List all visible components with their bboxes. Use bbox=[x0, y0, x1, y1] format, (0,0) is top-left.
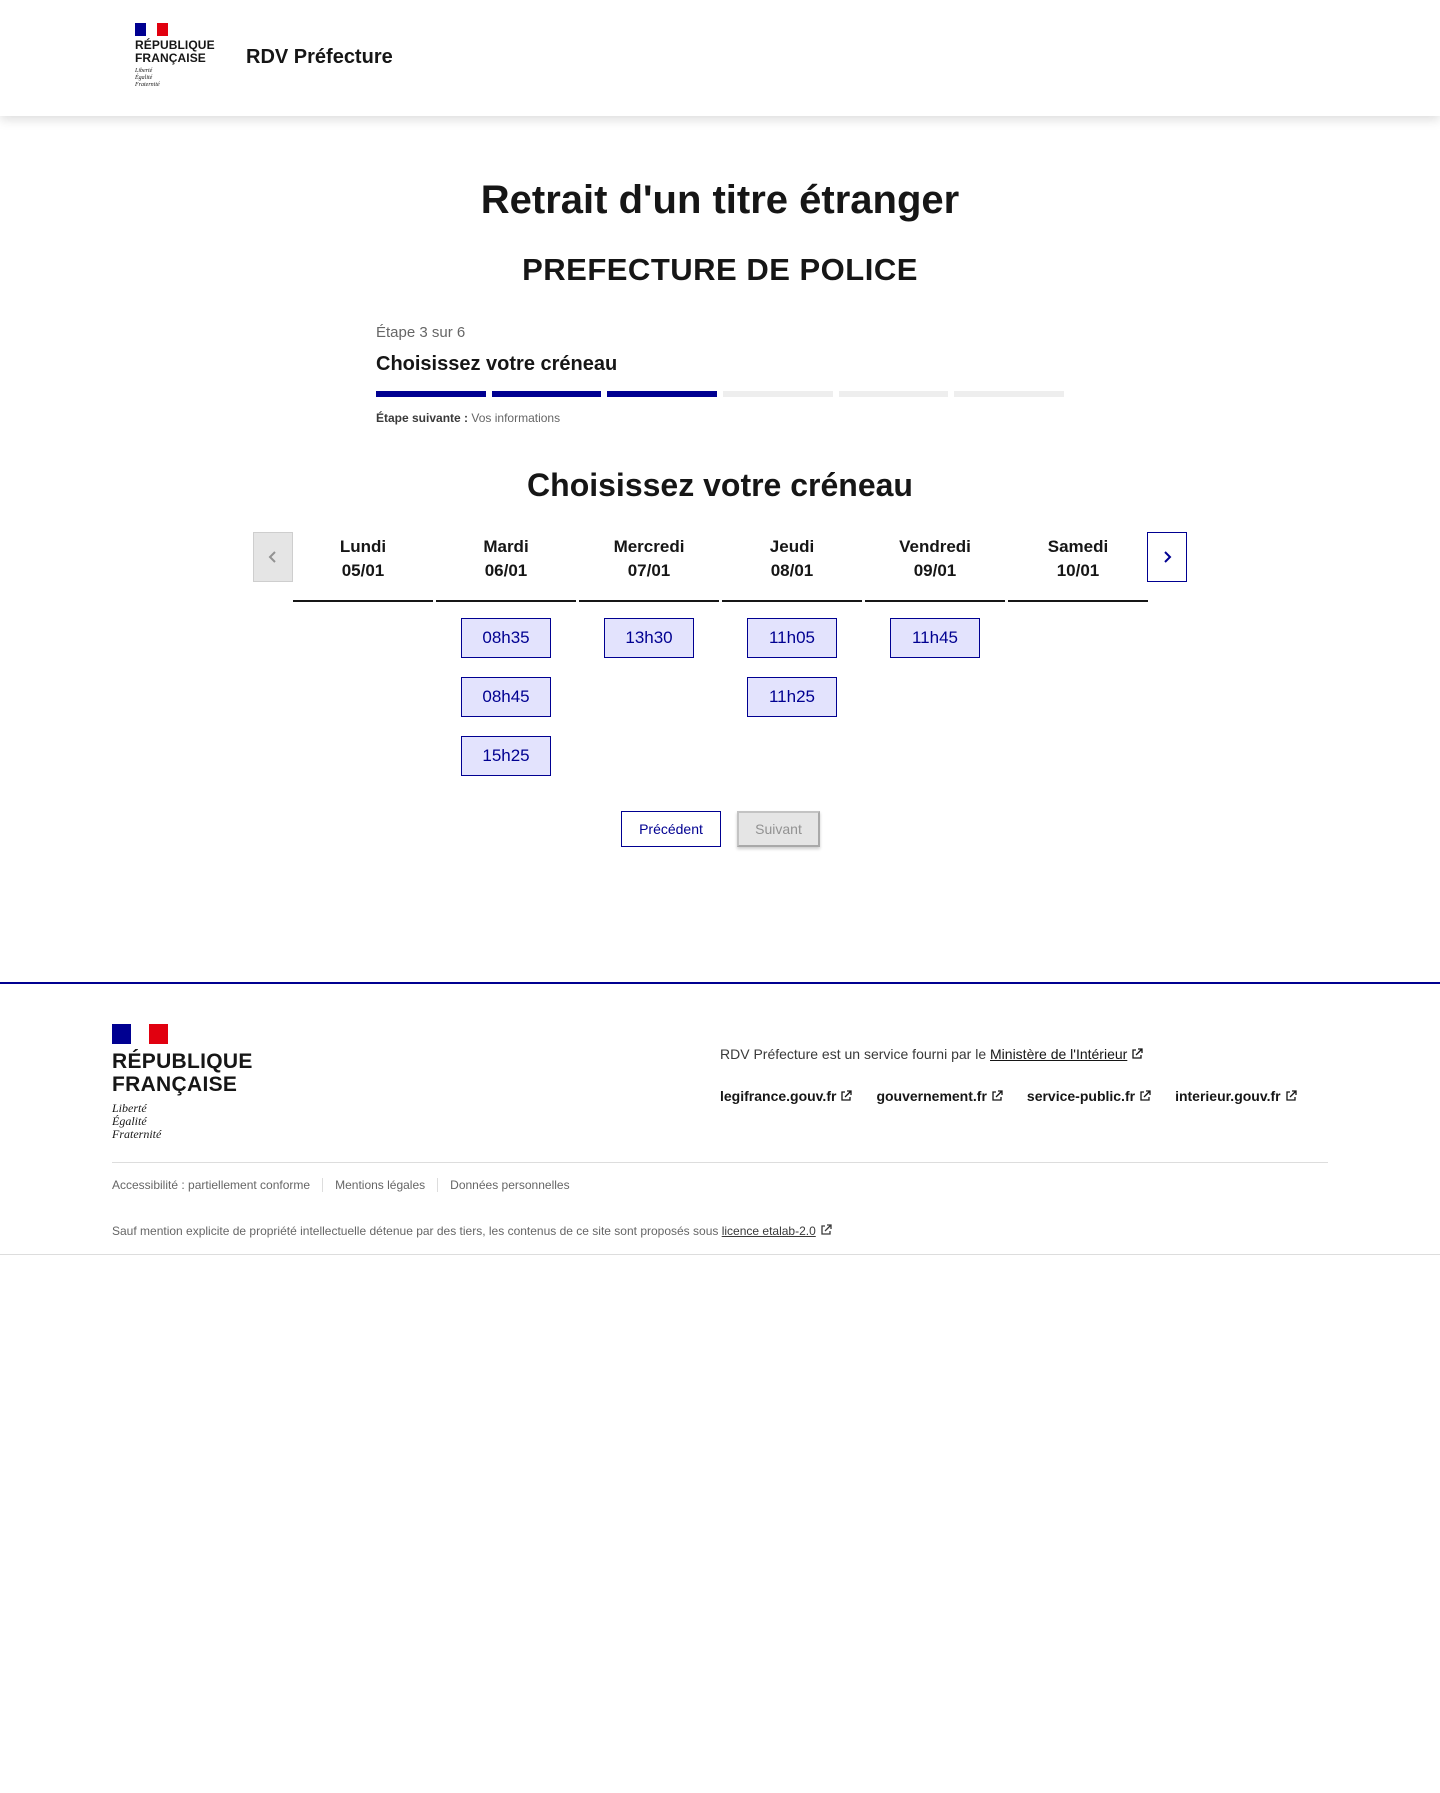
stepper-next-value: Vos informations bbox=[471, 411, 561, 425]
stepper-segment bbox=[376, 391, 486, 397]
footer-link[interactable] bbox=[720, 1088, 852, 1104]
day-date: 05/01 bbox=[341, 561, 385, 580]
external-link-icon bbox=[991, 1090, 1003, 1102]
footer-republique-francaise-logo[interactable] bbox=[112, 1024, 253, 1141]
day-date: 08/01 bbox=[770, 561, 814, 580]
marianne-flag-icon bbox=[112, 1024, 168, 1044]
day-name: Mercredi bbox=[613, 537, 685, 556]
footer-description bbox=[720, 1046, 1143, 1062]
day-column bbox=[579, 532, 719, 776]
stepper-count: Étape 3 sur 6 bbox=[376, 324, 466, 341]
stepper-segment bbox=[492, 391, 602, 397]
stepper-title: Choisissez votre créneau bbox=[376, 353, 618, 375]
external-link-icon bbox=[1139, 1090, 1151, 1102]
day-name: Samedi bbox=[1047, 537, 1109, 556]
day-name: Vendredi bbox=[899, 537, 971, 556]
motto-liberte: Liberté bbox=[135, 68, 153, 74]
chevron-right-icon bbox=[1159, 549, 1175, 565]
day-column bbox=[436, 532, 576, 776]
footer-logo-text bbox=[112, 1050, 253, 1096]
stepper-next bbox=[376, 411, 560, 425]
day-header bbox=[579, 532, 719, 602]
slots-title: Choisissez votre créneau bbox=[527, 467, 913, 503]
slot-list bbox=[461, 618, 551, 776]
stepper-segment bbox=[839, 391, 949, 397]
day-name: Mardi bbox=[483, 537, 529, 556]
time-slot-button[interactable]: 08h45 bbox=[461, 677, 551, 717]
page-title: Retrait d'un titre étranger bbox=[480, 178, 960, 222]
day-date: 06/01 bbox=[484, 561, 528, 580]
footer-links bbox=[720, 1088, 1297, 1104]
footer-link[interactable] bbox=[1027, 1088, 1151, 1104]
footer-logo-line-1: RÉPUBLIQUE bbox=[112, 1050, 253, 1073]
next-days-button[interactable] bbox=[1147, 532, 1187, 582]
stepper-segment bbox=[954, 391, 1064, 397]
site-footer bbox=[0, 982, 1440, 1255]
day-header bbox=[293, 532, 433, 602]
time-slot-button[interactable]: 13h30 bbox=[604, 618, 694, 658]
slot-list bbox=[747, 618, 837, 717]
external-link-icon bbox=[1131, 1048, 1143, 1060]
footer-logo-motto bbox=[112, 1102, 253, 1141]
day-name: Lundi bbox=[339, 537, 387, 556]
external-link-icon bbox=[820, 1224, 832, 1236]
chevron-left-icon bbox=[265, 549, 281, 565]
day-date: 07/01 bbox=[627, 561, 671, 580]
motto-egalite: Égalité bbox=[135, 75, 153, 81]
footer-link-label: service-public.fr bbox=[1026, 1088, 1136, 1104]
time-slot-button[interactable]: 15h25 bbox=[461, 736, 551, 776]
footer-link-label: legifrance.gouv.fr bbox=[720, 1088, 837, 1104]
day-column bbox=[293, 532, 433, 776]
stepper-segment bbox=[723, 391, 833, 397]
day-column bbox=[722, 532, 862, 776]
footer-bottom-link[interactable]: Données personnelles bbox=[437, 1178, 581, 1192]
time-slot-button[interactable]: 08h35 bbox=[461, 618, 551, 658]
day-date: 10/01 bbox=[1056, 561, 1100, 580]
motto-egalite: Égalité bbox=[112, 1114, 147, 1128]
ministere-link-label: Ministère de l'Intérieur bbox=[990, 1046, 1128, 1062]
footer-divider bbox=[112, 1162, 1328, 1163]
page-subtitle: PREFECTURE DE POLICE bbox=[522, 252, 918, 287]
license-text: Sauf mention explicite de propriété intellectuelle détenue par des tiers, les contenus de ce site sont proposés sous bbox=[112, 1224, 722, 1238]
logo-line-1: RÉPUBLIQUE bbox=[135, 38, 215, 52]
footer-link[interactable] bbox=[876, 1088, 1002, 1104]
slot-list bbox=[604, 618, 694, 658]
republique-francaise-logo[interactable] bbox=[135, 23, 215, 95]
motto-fraternite: Fraternité bbox=[112, 1127, 162, 1141]
footer-link-label: gouvernement.fr bbox=[876, 1088, 987, 1104]
stepper-segment bbox=[607, 391, 717, 397]
time-slot-button[interactable]: 11h45 bbox=[890, 618, 980, 658]
site-header bbox=[0, 0, 1440, 116]
previous-days-button[interactable] bbox=[253, 532, 293, 582]
external-link-icon bbox=[1285, 1090, 1297, 1102]
footer-license bbox=[112, 1224, 832, 1238]
footer-bottom-link[interactable]: Accessibilité : partiellement conforme bbox=[112, 1178, 311, 1192]
day-header bbox=[1008, 532, 1148, 602]
marianne-flag-icon bbox=[135, 23, 168, 36]
license-link-label: licence etalab-2.0 bbox=[721, 1224, 816, 1238]
external-link-icon bbox=[840, 1090, 852, 1102]
footer-bottom-links bbox=[112, 1178, 582, 1192]
day-column bbox=[865, 532, 1005, 776]
site-name[interactable]: RDV Préfecture bbox=[246, 46, 393, 68]
footer-bottom-link[interactable]: Mentions légales bbox=[322, 1178, 437, 1192]
footer-link[interactable] bbox=[1175, 1088, 1297, 1104]
logo-line-2: FRANÇAISE bbox=[135, 51, 206, 65]
logo-motto bbox=[135, 68, 215, 89]
license-link[interactable] bbox=[722, 1224, 832, 1238]
day-header bbox=[865, 532, 1005, 602]
logo-text bbox=[135, 39, 215, 65]
motto-liberte: Liberté bbox=[112, 1101, 147, 1115]
time-slot-button[interactable]: 11h05 bbox=[747, 618, 837, 658]
day-header bbox=[722, 532, 862, 602]
footer-description-text: RDV Préfecture est un service fourni par le bbox=[720, 1046, 991, 1062]
day-header bbox=[436, 532, 576, 602]
day-date: 09/01 bbox=[913, 561, 957, 580]
motto-fraternite: Fraternité bbox=[135, 82, 160, 88]
day-column bbox=[1008, 532, 1148, 776]
ministere-link[interactable] bbox=[990, 1046, 1143, 1062]
stepper-next-label: Étape suivante : bbox=[376, 411, 469, 425]
next-button[interactable]: Suivant bbox=[737, 811, 820, 847]
time-slot-button[interactable]: 11h25 bbox=[747, 677, 837, 717]
days-grid bbox=[293, 532, 1147, 776]
stepper-progress bbox=[376, 391, 1064, 397]
footer-logo-line-2: FRANÇAISE bbox=[112, 1073, 238, 1096]
footer-link-label: interieur.gouv.fr bbox=[1175, 1088, 1281, 1104]
previous-button[interactable]: Précédent bbox=[621, 811, 721, 847]
slot-list bbox=[890, 618, 980, 658]
day-name: Jeudi bbox=[769, 537, 815, 556]
